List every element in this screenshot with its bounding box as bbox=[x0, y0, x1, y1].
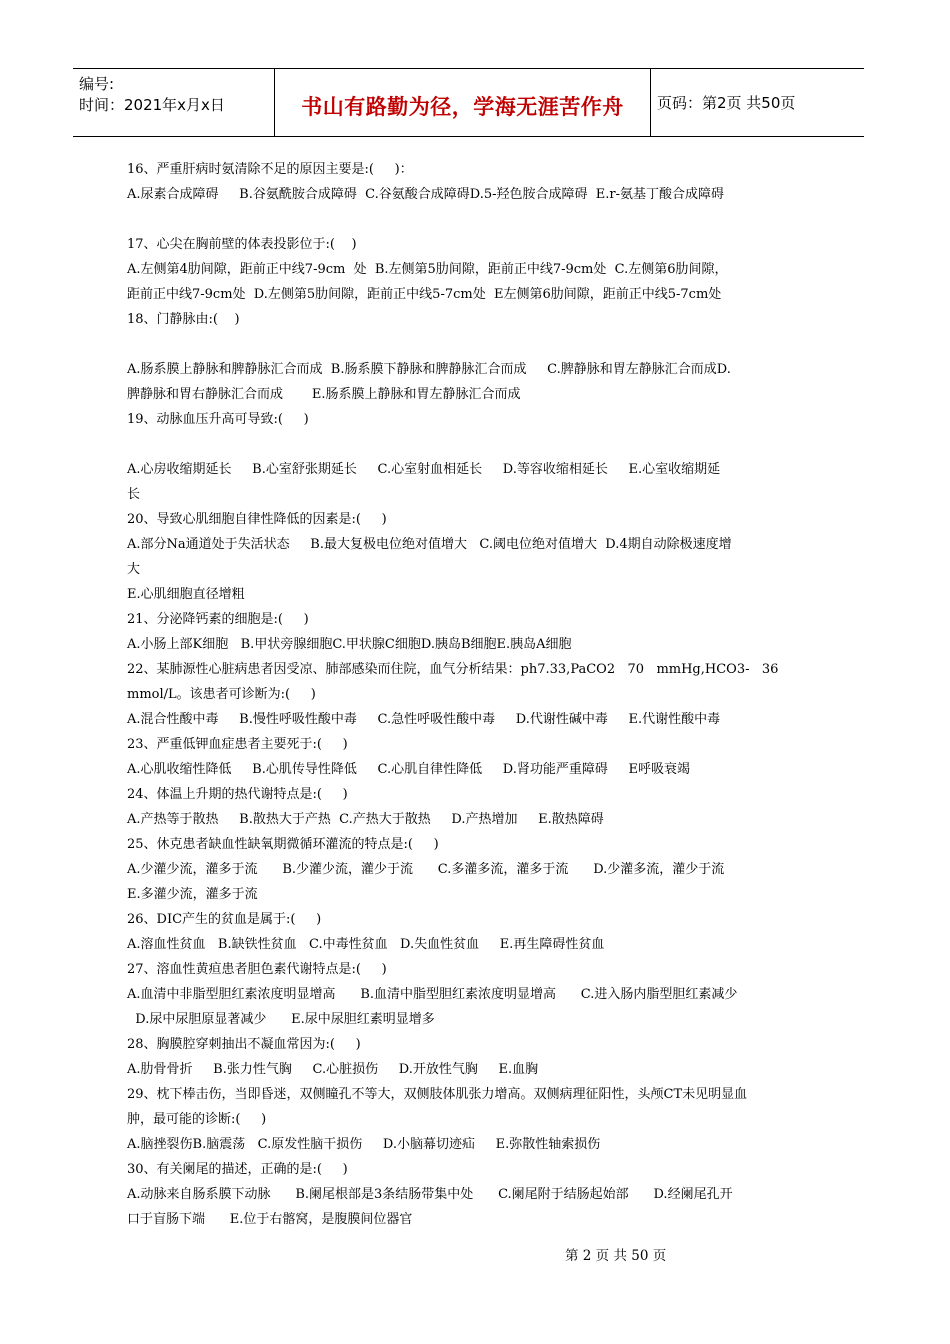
question-text-line: 27、溶血性黄疸患者胆色素代谢特点是:( ) bbox=[127, 962, 387, 977]
question-option-line: D.尿中尿胆原显著减少 E.尿中尿胆红素明显增多 bbox=[127, 1012, 435, 1027]
header-page-cell bbox=[651, 69, 864, 136]
question-option-line: 长 bbox=[127, 487, 141, 502]
header-meta bbox=[73, 69, 273, 136]
question-option-line: 脾静脉和胃右静脉汇合而成 E.肠系膜上静脉和胃左静脉汇合而成 bbox=[127, 387, 521, 402]
question-block bbox=[127, 607, 817, 657]
blank-line bbox=[127, 432, 817, 457]
question-block bbox=[127, 307, 817, 332]
question-block bbox=[127, 1032, 817, 1082]
question-option-line: A.左侧第4肋间隙，距前正中线7-9cm 处 B.左侧第5肋间隙，距前正中线7-9cm处 C.左侧第6肋间隙， bbox=[127, 262, 728, 277]
question-text-line: 23、严重低钾血症患者主要死于:( ) bbox=[127, 737, 348, 752]
question-text-line: 28、胸膜腔穿刺抽出不凝血常因为:( ) bbox=[127, 1037, 361, 1052]
question-option-line: A.心肌收缩性降低 B.心肌传导性降低 C.心肌自律性降低 D.肾功能严重障碍 E呼吸衰竭 bbox=[127, 762, 691, 777]
blank-line bbox=[127, 332, 817, 357]
question-text-line: 16、严重肝病时氨清除不足的原因主要是:( )： bbox=[127, 162, 413, 177]
question-option-line: A.肋骨骨折 B.张力性气胸 C.心脏损伤 D.开放性气胸 E.血胸 bbox=[127, 1062, 539, 1077]
question-block bbox=[127, 507, 817, 607]
question-option-line: A.溶血性贫血 B.缺铁性贫血 C.中毒性贫血 D.失血性贫血 E.再生障碍性贫血 bbox=[127, 937, 605, 952]
question-text-line: A.肠系膜上静脉和脾静脉汇合而成 B.肠系膜下静脉和脾静脉汇合而成 C.脾静脉和胃左静脉汇合而成D. bbox=[127, 362, 731, 377]
question-option-line: E.心肌细胞直径增粗 bbox=[127, 587, 245, 602]
question-option-line: A.部分Na通道处于失活状态 B.最大复极电位绝对值增大 C.阈电位绝对值增大 D.4期自动除极速度增 bbox=[127, 537, 732, 552]
question-block bbox=[127, 782, 817, 832]
question-block bbox=[127, 232, 817, 307]
question-text-line: 18、门静脉由:( ) bbox=[127, 312, 240, 327]
header-motto-cell bbox=[274, 69, 651, 136]
question-text-line: 30、有关阑尾的描述，正确的是:( ) bbox=[127, 1162, 348, 1177]
question-text-line: 19、动脉血压升高可导致:( ) bbox=[127, 412, 309, 427]
question-text-line: 26、DIC产生的贫血是属于:( ) bbox=[127, 912, 322, 927]
page-info: 页码：第2页 共50页 bbox=[657, 94, 796, 112]
question-text-line: 24、体温上升期的热代谢特点是:( ) bbox=[127, 787, 348, 802]
question-block bbox=[127, 357, 817, 407]
question-block bbox=[127, 907, 817, 957]
question-option-line: E.多灌少流，灌多于流 bbox=[127, 887, 258, 902]
question-option-line: A.脑挫裂伤B.脑震荡 C.原发性脑干损伤 D.小脑幕切迹疝 E.弥散性轴索损伤 bbox=[127, 1137, 601, 1152]
question-option-line: 大 bbox=[127, 562, 141, 577]
question-list bbox=[127, 157, 817, 1232]
question-block bbox=[127, 1157, 817, 1232]
question-option-line: A.产热等于散热 B.散热大于产热 C.产热大于散热 D.产热增加 E.散热障碍 bbox=[127, 812, 604, 827]
question-option-line: A.小肠上部K细胞 B.甲状旁腺细胞C.甲状腺C细胞D.胰岛B细胞E.胰岛A细胞 bbox=[127, 637, 572, 652]
question-text-line: A.心房收缩期延长 B.心室舒张期延长 C.心室射血相延长 D.等容收缩相延长 E.心室收缩期延 bbox=[127, 462, 721, 477]
question-option-line: mmol/L。该患者可诊断为:( ) bbox=[127, 687, 316, 702]
document-header bbox=[73, 68, 864, 137]
question-option-line: A.混合性酸中毒 B.慢性呼吸性酸中毒 C.急性呼吸性酸中毒 D.代谢性碱中毒 E.代谢性酸中毒 bbox=[127, 712, 721, 727]
question-block bbox=[127, 457, 817, 507]
question-block bbox=[127, 832, 817, 907]
question-text-line: 17、心尖在胸前壁的体表投影位于:( ) bbox=[127, 237, 357, 252]
question-text-line: 20、导致心肌细胞自律性降低的因素是:( ) bbox=[127, 512, 387, 527]
question-option-line: A.尿素合成障碍 B.谷氨酰胺合成障碍 C.谷氨酸合成障碍D.5-羟色胺合成障碍 E.r-氨基丁酸合成障碍 bbox=[127, 187, 724, 202]
question-option-line: A.血清中非脂型胆红素浓度明显增高 B.血清中脂型胆红素浓度明显增高 C.进入肠内脂型胆红素减少 bbox=[127, 987, 738, 1002]
date-line: 时间：2021年x月x日 bbox=[79, 96, 225, 114]
question-text-line: 22、某肺源性心脏病患者因受凉、肺部感染而住院，血气分析结果：ph7.33,PaCO2 70 mmHg,HCO3- 36 bbox=[127, 662, 779, 677]
question-block bbox=[127, 1082, 817, 1157]
question-option-line: A.少灌少流，灌多于流 B.少灌少流，灌少于流 C.多灌多流，灌多于流 D.少灌多流，灌少于流 bbox=[127, 862, 725, 877]
question-block bbox=[127, 657, 817, 732]
question-text-line: 29、枕下棒击伤，当即昏迷，双侧瞳孔不等大，双侧肢体肌张力增高。双侧病理征阳性，头颅CT未见明显血 bbox=[127, 1087, 748, 1102]
question-option-line: 距前正中线7-9cm处 D.左侧第5肋间隙，距前正中线5-7cm处 E左侧第6肋间隙，距前正中线5-7cm处 bbox=[127, 287, 722, 302]
question-block bbox=[127, 732, 817, 782]
page-footer: 第 2 页 共 50 页 bbox=[565, 1248, 667, 1264]
question-block bbox=[127, 157, 817, 207]
question-option-line: 肿，最可能的诊断:( ) bbox=[127, 1112, 267, 1127]
question-option-line: 口于盲肠下端 E.位于右髂窝，是腹膜间位器官 bbox=[127, 1212, 413, 1227]
question-text-line: 25、休克患者缺血性缺氧期微循环灌流的特点是:( ) bbox=[127, 837, 439, 852]
question-option-line: A.动脉来自肠系膜下动脉 B.阑尾根部是3条结肠带集中处 C.阑尾附于结肠起始部 D.经阑尾孔开 bbox=[127, 1187, 733, 1202]
blank-line bbox=[127, 207, 817, 232]
question-block bbox=[127, 957, 817, 1032]
question-text-line: 21、分泌降钙素的细胞是:( ) bbox=[127, 612, 309, 627]
question-block bbox=[127, 407, 817, 432]
motto: 书山有路勤为径，学海无涯苦作舟 bbox=[301, 94, 624, 119]
number-label: 编号: bbox=[79, 75, 115, 93]
